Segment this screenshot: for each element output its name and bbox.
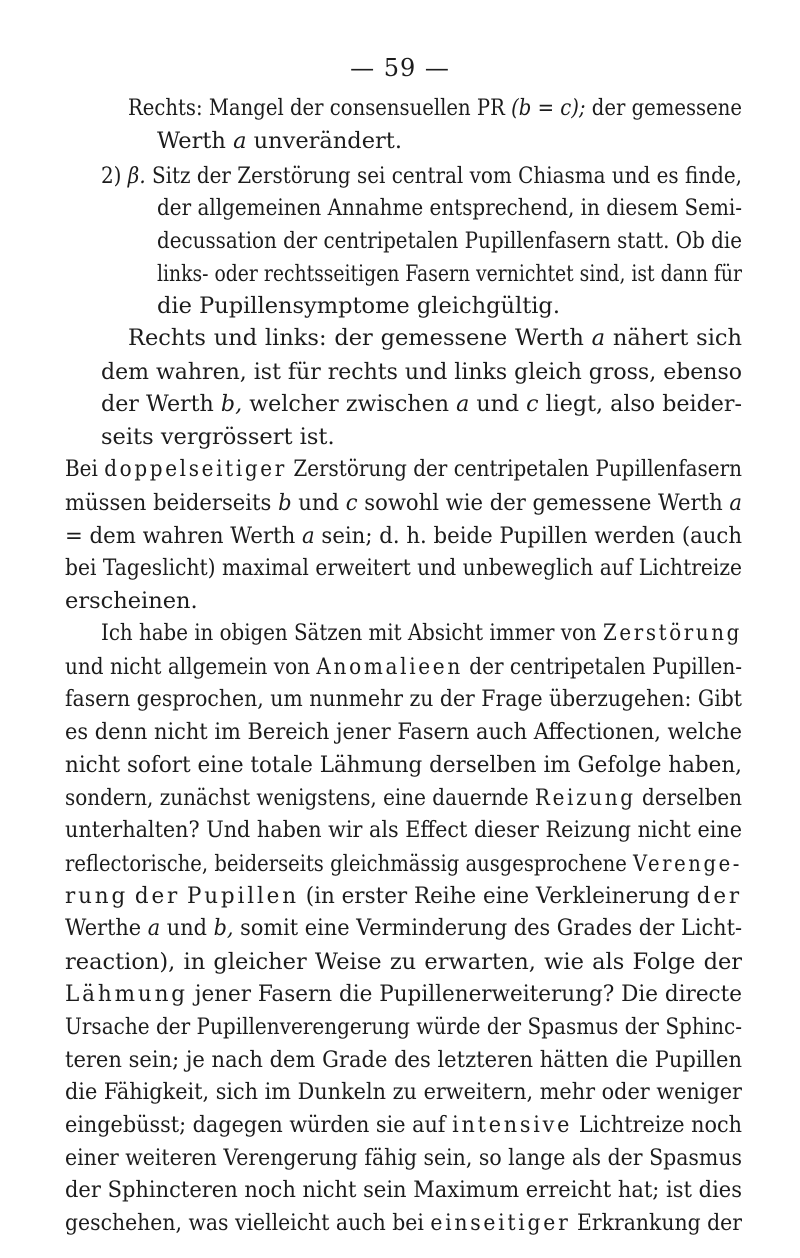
text-line: Rechts: Mangel der consensuellen PR (b = c); der gemessene — [128, 95, 742, 121]
text-line: decussation der centripetalen Pupillenfasern statt. Ob die — [157, 228, 742, 254]
text-line: Ursache der Pupillenverengerung würde der Spasmus der Sphinc- — [65, 1014, 742, 1040]
text-line: unterhalten? Und haben wir als Effect dieser Reizung nicht eine — [65, 817, 742, 843]
text-line: links- oder rechtsseitigen Fasern vernichtet sind, ist dann für — [157, 261, 742, 287]
text-line: der Werth b, welcher zwischen a und c liegt, also beider- — [101, 391, 742, 417]
text-line: müssen beiderseits b und c sowohl wie der gemessene Werth a — [65, 490, 742, 516]
text-line: Werthe a und b, somit eine Verminderung des Grades der Licht- — [65, 915, 742, 941]
text-line: erscheinen. — [65, 588, 198, 614]
text-line: Rechts und links: der gemessene Werth a nähert sich — [128, 325, 742, 351]
text-line: nicht sofort eine totale Lähmung derselben im Gefolge haben, — [65, 752, 742, 778]
text-line: eingebüsst; dagegen würden sie auf intensive Lichtreize noch — [65, 1112, 742, 1138]
text-line: fasern gesprochen, um nunmehr zu der Frage überzugehen: Gibt — [65, 686, 742, 712]
text-line: Werth a unverändert. — [157, 128, 402, 154]
text-line: der Sphincteren noch nicht sein Maximum erreicht hat; ist dies — [65, 1177, 742, 1203]
text-line: sondern, zunächst wenigstens, eine dauernde Reizung derselben — [65, 785, 742, 811]
text-line: und nicht allgemein von Anomalieen der centripetalen Pupillen- — [65, 654, 742, 680]
text-line: 2) β. Sitz der Zerstörung sei central vom Chiasma und es finde, — [101, 163, 742, 189]
text-line: die Fähigkeit, sich im Dunkeln zu erweitern, mehr oder weniger — [65, 1079, 742, 1105]
text-line: einer weiteren Verengerung fähig sein, so lange als der Spasmus — [65, 1145, 742, 1171]
text-line: = dem wahren Werth a sein; d. h. beide Pupillen werden (auch — [65, 523, 742, 549]
text-line: Ich habe in obigen Sätzen mit Absicht immer von Zerstörung — [101, 620, 742, 646]
text-line: Lähmung jener Fasern die Pupillenerweiterung? Die directe — [65, 981, 742, 1007]
text-line: reaction), in gleicher Weise zu erwarten, wie als Folge der — [65, 949, 743, 975]
text-line: geschehen, was vielleicht auch bei einseitiger Erkrankung der — [65, 1210, 742, 1236]
text-line: dem wahren, ist für rechts und links gleich gross, ebenso — [101, 359, 742, 385]
text-line: bei Tageslicht) maximal erweitert und unbeweglich auf Lichtreize — [65, 555, 742, 581]
text-line: reflectorische, beiderseits gleichmässig ausgesprochene Verenge- — [65, 851, 742, 877]
text-line: seits vergrössert ist. — [101, 424, 335, 450]
text-line: der allgemeinen Annahme entsprechend, in diesem Semi- — [157, 195, 742, 221]
text-line: rung der Pupillen (in erster Reihe eine Verkleinerung der — [65, 883, 742, 909]
text-line: Bei doppelseitiger Zerstörung der centripetalen Pupillenfasern — [65, 456, 742, 482]
text-line: die Pupillensymptome gleichgültig. — [157, 293, 560, 319]
page-number: — 59 — — [350, 54, 450, 82]
text-line: teren sein; je nach dem Grade des letzteren hätten die Pupillen — [65, 1047, 742, 1073]
text-line: es denn nicht im Bereich jener Fasern auch Affectionen, welche — [65, 719, 742, 745]
